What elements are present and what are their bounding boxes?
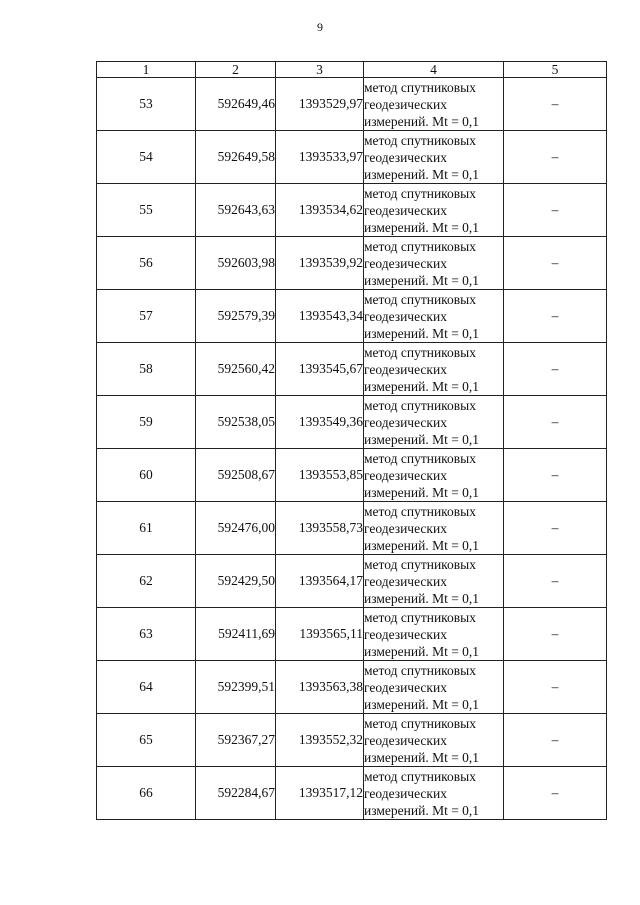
method-line: геодезических <box>364 96 447 112</box>
description-cell: – <box>504 131 607 184</box>
method-line: измерений. Mt = 0,1 <box>364 113 480 129</box>
method-line: измерений. Mt = 0,1 <box>364 696 480 712</box>
table-row <box>97 343 607 396</box>
method-line: измерений. Mt = 0,1 <box>364 166 480 182</box>
x-coordinate-cell: 592649,58 <box>196 131 276 184</box>
description-cell: – <box>504 661 607 714</box>
method-line: геодезических <box>364 626 447 642</box>
method-line: измерений. Mt = 0,1 <box>364 431 480 447</box>
method-line: геодезических <box>364 520 447 536</box>
y-coordinate-cell: 1393563,38 <box>276 661 364 714</box>
method-line: метод спутниковых <box>364 291 476 307</box>
method-line: геодезических <box>364 202 447 218</box>
header-col-3: 3 <box>276 62 364 78</box>
method-line: измерений. Mt = 0,1 <box>364 749 480 765</box>
y-coordinate-cell: 1393552,32 <box>276 714 364 767</box>
point-number-cell: 60 <box>97 449 196 502</box>
table-row <box>97 290 607 343</box>
y-coordinate-cell: 1393539,92 <box>276 237 364 290</box>
method-line: метод спутниковых <box>364 344 476 360</box>
method-cell <box>364 78 504 131</box>
method-cell <box>364 290 504 343</box>
method-cell <box>364 608 504 661</box>
method-cell <box>364 343 504 396</box>
table-row <box>97 131 607 184</box>
method-line: метод спутниковых <box>364 238 476 254</box>
table-row <box>97 449 607 502</box>
x-coordinate-cell: 592411,69 <box>196 608 276 661</box>
method-line: метод спутниковых <box>364 503 476 519</box>
y-coordinate-cell: 1393549,36 <box>276 396 364 449</box>
table-row <box>97 396 607 449</box>
method-cell <box>364 661 504 714</box>
table-body <box>97 78 607 820</box>
method-line: метод спутниковых <box>364 609 476 625</box>
method-line: измерений. Mt = 0,1 <box>364 802 480 818</box>
description-cell: – <box>504 343 607 396</box>
y-coordinate-cell: 1393517,12 <box>276 767 364 820</box>
coordinates-table <box>96 61 607 820</box>
point-number-cell: 61 <box>97 502 196 555</box>
method-line: измерений. Mt = 0,1 <box>364 537 480 553</box>
y-coordinate-cell: 1393545,67 <box>276 343 364 396</box>
method-cell <box>364 502 504 555</box>
method-cell <box>364 237 504 290</box>
x-coordinate-cell: 592399,51 <box>196 661 276 714</box>
header-col-1: 1 <box>97 62 196 78</box>
method-line: измерений. Mt = 0,1 <box>364 643 480 659</box>
point-number-cell: 54 <box>97 131 196 184</box>
method-line: измерений. Mt = 0,1 <box>364 378 480 394</box>
x-coordinate-cell: 592649,46 <box>196 78 276 131</box>
method-line: геодезических <box>364 255 447 271</box>
method-line: измерений. Mt = 0,1 <box>364 272 480 288</box>
header-col-5: 5 <box>504 62 607 78</box>
point-number-cell: 63 <box>97 608 196 661</box>
method-line: измерений. Mt = 0,1 <box>364 325 480 341</box>
method-line: геодезических <box>364 149 447 165</box>
method-line: измерений. Mt = 0,1 <box>364 590 480 606</box>
table-row <box>97 555 607 608</box>
point-number-cell: 59 <box>97 396 196 449</box>
method-cell <box>364 449 504 502</box>
point-number-cell: 66 <box>97 767 196 820</box>
point-number-cell: 64 <box>97 661 196 714</box>
point-number-cell: 55 <box>97 184 196 237</box>
point-number-cell: 53 <box>97 78 196 131</box>
x-coordinate-cell: 592508,67 <box>196 449 276 502</box>
table-header <box>97 62 607 78</box>
method-line: геодезических <box>364 679 447 695</box>
point-number-cell: 62 <box>97 555 196 608</box>
method-line: измерений. Mt = 0,1 <box>364 219 480 235</box>
description-cell: – <box>504 184 607 237</box>
point-number-cell: 57 <box>97 290 196 343</box>
description-cell: – <box>504 290 607 343</box>
x-coordinate-cell: 592367,27 <box>196 714 276 767</box>
description-cell: – <box>504 714 607 767</box>
method-cell <box>364 714 504 767</box>
method-line: метод спутниковых <box>364 715 476 731</box>
x-coordinate-cell: 592284,67 <box>196 767 276 820</box>
description-cell: – <box>504 608 607 661</box>
table-row <box>97 767 607 820</box>
table-row <box>97 502 607 555</box>
table-row <box>97 237 607 290</box>
x-coordinate-cell: 592560,42 <box>196 343 276 396</box>
method-line: геодезических <box>364 467 447 483</box>
table-row <box>97 661 607 714</box>
x-coordinate-cell: 592538,05 <box>196 396 276 449</box>
point-number-cell: 65 <box>97 714 196 767</box>
y-coordinate-cell: 1393529,97 <box>276 78 364 131</box>
method-line: геодезических <box>364 573 447 589</box>
method-line: геодезических <box>364 785 447 801</box>
y-coordinate-cell: 1393565,11 <box>276 608 364 661</box>
header-col-4: 4 <box>364 62 504 78</box>
method-cell <box>364 184 504 237</box>
method-line: метод спутниковых <box>364 662 476 678</box>
y-coordinate-cell: 1393553,85 <box>276 449 364 502</box>
table-row <box>97 714 607 767</box>
method-line: геодезических <box>364 308 447 324</box>
table-row <box>97 184 607 237</box>
method-cell <box>364 767 504 820</box>
method-line: метод спутниковых <box>364 185 476 201</box>
method-line: геодезических <box>364 361 447 377</box>
method-line: метод спутниковых <box>364 397 476 413</box>
y-coordinate-cell: 1393534,62 <box>276 184 364 237</box>
point-number-cell: 56 <box>97 237 196 290</box>
method-cell <box>364 131 504 184</box>
point-number-cell: 58 <box>97 343 196 396</box>
method-line: геодезических <box>364 732 447 748</box>
x-coordinate-cell: 592476,00 <box>196 502 276 555</box>
table-row <box>97 78 607 131</box>
description-cell: – <box>504 449 607 502</box>
method-cell <box>364 555 504 608</box>
description-cell: – <box>504 555 607 608</box>
table-row <box>97 608 607 661</box>
method-line: метод спутниковых <box>364 450 476 466</box>
description-cell: – <box>504 396 607 449</box>
x-coordinate-cell: 592643,63 <box>196 184 276 237</box>
method-cell <box>364 396 504 449</box>
description-cell: – <box>504 78 607 131</box>
y-coordinate-cell: 1393543,34 <box>276 290 364 343</box>
description-cell: – <box>504 237 607 290</box>
method-line: метод спутниковых <box>364 556 476 572</box>
page-number: 9 <box>317 20 323 34</box>
method-line: метод спутниковых <box>364 132 476 148</box>
description-cell: – <box>504 767 607 820</box>
x-coordinate-cell: 592429,50 <box>196 555 276 608</box>
description-cell: – <box>504 502 607 555</box>
method-line: метод спутниковых <box>364 79 476 95</box>
x-coordinate-cell: 592579,39 <box>196 290 276 343</box>
method-line: метод спутниковых <box>364 768 476 784</box>
y-coordinate-cell: 1393558,73 <box>276 502 364 555</box>
header-col-2: 2 <box>196 62 276 78</box>
method-line: измерений. Mt = 0,1 <box>364 484 480 500</box>
x-coordinate-cell: 592603,98 <box>196 237 276 290</box>
y-coordinate-cell: 1393564,17 <box>276 555 364 608</box>
method-line: геодезических <box>364 414 447 430</box>
header-row <box>97 62 607 78</box>
y-coordinate-cell: 1393533,97 <box>276 131 364 184</box>
